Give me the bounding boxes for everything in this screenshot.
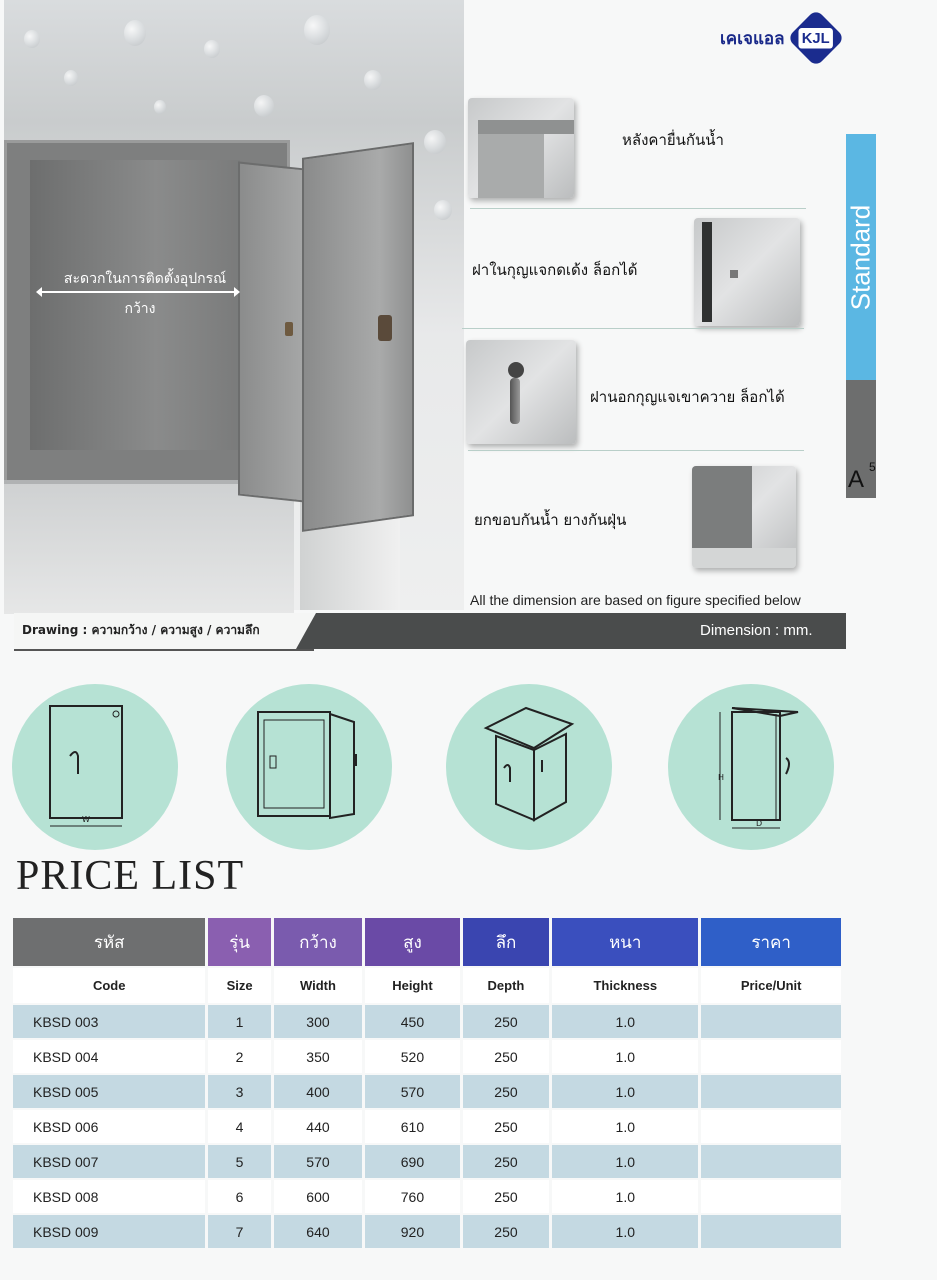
cell-code: KBSD 005 <box>13 1075 205 1108</box>
cell-price <box>701 1180 841 1213</box>
install-convenience-label: สะดวกในการติดตั้งอุปกรณ์ <box>63 271 227 287</box>
table-row <box>13 1075 841 1108</box>
table-row <box>13 1040 841 1073</box>
cell-height: 760 <box>365 1180 460 1213</box>
page-index-letter: A <box>848 466 865 493</box>
cell-thickness: 1.0 <box>552 1110 698 1143</box>
brand-name: เคเจแอล <box>720 28 785 49</box>
feature-label-gasket: ยกขอบกันน้ำ ยางกันฝุ่น <box>474 511 627 529</box>
cell-thickness: 1.0 <box>552 1075 698 1108</box>
divider <box>470 208 806 209</box>
rubber-gasket-photo <box>692 466 796 568</box>
price-table-header-th <box>13 918 841 966</box>
cell-price <box>701 1215 841 1248</box>
cell-width: 300 <box>274 1005 362 1038</box>
cell-size: 7 <box>208 1215 270 1248</box>
cell-thickness: 1.0 <box>552 1180 698 1213</box>
cell-size: 3 <box>208 1075 270 1108</box>
cell-size: 2 <box>208 1040 270 1073</box>
header-height-th: สูง <box>365 918 460 966</box>
height-dim-label: H <box>718 773 725 782</box>
cell-price <box>701 1005 841 1038</box>
feature-label-roof: หลังคายื่นกันน้ำ <box>622 131 724 149</box>
cell-code: KBSD 007 <box>13 1145 205 1178</box>
cell-code: KBSD 006 <box>13 1110 205 1143</box>
width-arrow-icon <box>38 291 238 293</box>
inner-lock-icon <box>285 322 293 336</box>
cell-price <box>701 1145 841 1178</box>
header-thickness-th: หนา <box>552 918 698 966</box>
drawing-label: Drawing : ความกว้าง / ความสูง / ความลึก <box>22 623 260 637</box>
cell-height: 450 <box>365 1005 460 1038</box>
header-size-th: รุ่น <box>208 918 270 966</box>
brand-logo <box>720 8 841 68</box>
cell-price <box>701 1110 841 1143</box>
header-code: Code <box>13 968 205 1003</box>
cell-height: 920 <box>365 1215 460 1248</box>
cell-thickness: 1.0 <box>552 1005 698 1038</box>
cell-width: 600 <box>274 1180 362 1213</box>
cell-code: KBSD 008 <box>13 1180 205 1213</box>
cell-thickness: 1.0 <box>552 1215 698 1248</box>
cell-width: 640 <box>274 1215 362 1248</box>
cell-height: 570 <box>365 1075 460 1108</box>
header-width: Width <box>274 968 362 1003</box>
dimension-note: All the dimension are based on figure specified below <box>470 592 801 608</box>
price-table-header-en <box>13 968 841 1003</box>
outer-door <box>302 142 414 532</box>
header-code-th: รหัส <box>13 918 205 966</box>
feature-label-handle-lock: ฝานอกกุญแจเขาควาย ล็อกได้ <box>590 388 785 406</box>
perspective-view-icon <box>446 684 612 850</box>
cell-height: 610 <box>365 1110 460 1143</box>
badge-text: KJL <box>798 28 832 48</box>
cell-code: KBSD 003 <box>13 1005 205 1038</box>
width-dim-label: W <box>82 815 90 824</box>
cell-depth: 250 <box>463 1180 550 1213</box>
feature-label-inner-lock: ฝาในกุญแจกดเด้ง ล็อกได้ <box>472 261 638 279</box>
category-tab-label: Standard <box>845 204 876 310</box>
cell-size: 1 <box>208 1005 270 1038</box>
dimension-unit: Dimension : mm. <box>700 622 813 639</box>
table-row <box>13 1145 841 1178</box>
divider <box>468 450 804 451</box>
cell-price <box>701 1075 841 1108</box>
cell-depth: 250 <box>463 1215 550 1248</box>
front-view-icon <box>12 684 178 850</box>
cell-depth: 250 <box>463 1075 550 1108</box>
cell-price <box>701 1040 841 1073</box>
door-handle-icon <box>378 315 392 341</box>
kjl-badge-icon <box>787 9 845 67</box>
cell-width: 350 <box>274 1040 362 1073</box>
table-row <box>13 1180 841 1213</box>
handle-lock-photo <box>466 340 576 444</box>
cell-thickness: 1.0 <box>552 1145 698 1178</box>
cell-width: 400 <box>274 1075 362 1108</box>
table-row <box>13 1005 841 1038</box>
side-view-icon <box>668 684 834 850</box>
cell-width: 570 <box>274 1145 362 1178</box>
divider <box>462 328 804 329</box>
header-height: Height <box>365 968 460 1003</box>
price-table <box>10 916 844 1250</box>
header-price: Price/Unit <box>701 968 841 1003</box>
inner-door-lock-photo <box>694 218 800 326</box>
cell-depth: 250 <box>463 1005 550 1038</box>
cell-thickness: 1.0 <box>552 1040 698 1073</box>
header-size: Size <box>208 968 270 1003</box>
cell-size: 4 <box>208 1110 270 1143</box>
cabinet-lower <box>4 480 294 614</box>
header-width-th: กว้าง <box>274 918 362 966</box>
cell-height: 520 <box>365 1040 460 1073</box>
cell-depth: 250 <box>463 1040 550 1073</box>
page-index-number: 5 <box>869 460 876 474</box>
header-price-th: ราคา <box>701 918 841 966</box>
cell-depth: 250 <box>463 1145 550 1178</box>
cell-width: 440 <box>274 1110 362 1143</box>
open-door-view-icon <box>226 684 392 850</box>
table-row <box>13 1215 841 1248</box>
table-row <box>13 1110 841 1143</box>
cell-code: KBSD 009 <box>13 1215 205 1248</box>
header-depth-th: ลึก <box>463 918 550 966</box>
width-label: กว้าง <box>124 301 156 317</box>
cell-code: KBSD 004 <box>13 1040 205 1073</box>
cell-depth: 250 <box>463 1110 550 1143</box>
roof-overhang-photo <box>468 98 574 198</box>
price-list-title: PRICE LIST <box>16 853 245 899</box>
cell-size: 5 <box>208 1145 270 1178</box>
cell-size: 6 <box>208 1180 270 1213</box>
cell-height: 690 <box>365 1145 460 1178</box>
header-depth: Depth <box>463 968 550 1003</box>
inner-door <box>238 161 306 502</box>
header-thickness: Thickness <box>552 968 698 1003</box>
depth-dim-label: D <box>756 819 763 828</box>
